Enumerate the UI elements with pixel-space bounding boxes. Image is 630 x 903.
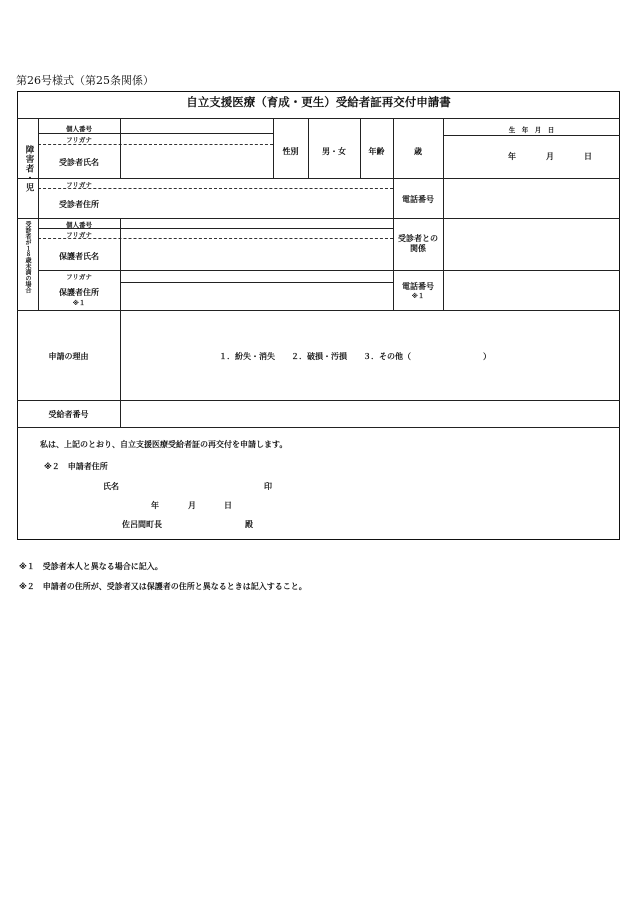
guardian-address-furigana-label: フリガナ	[66, 273, 92, 281]
date-month: 月	[188, 501, 196, 510]
reason-options[interactable]: １．紛失・消失 ２．破損・汚損 ３．その他（ ）	[219, 352, 491, 361]
individual-number-label: 個人番号	[66, 125, 92, 133]
birthdate-month: 月	[546, 152, 554, 161]
patient-address-label: 受診者住所	[59, 200, 99, 209]
note-2: ※２ 申請者の住所が、受診者又は保護者の住所と異なるときは記入すること。	[19, 582, 307, 591]
guardian-name-label: 保護者氏名	[59, 252, 99, 261]
gender-options[interactable]: 男・女	[322, 147, 346, 156]
date-day: 日	[224, 501, 232, 510]
guardian-section-label: 受診者が１８歳未満の場合	[24, 221, 31, 293]
declaration-statement: 私は、上記のとおり、自立支援医療受給者証の再交付を申請します。	[40, 440, 288, 449]
note-1: ※１ 受診者本人と異なる場合に記入。	[19, 562, 163, 571]
form-number: 第26号様式（第25条関係）	[16, 74, 154, 87]
guardian-phone-note: ※１	[411, 292, 425, 300]
honorific: 殿	[245, 520, 253, 529]
reason-label: 申請の理由	[48, 352, 89, 361]
address-furigana-label: フリガナ	[66, 181, 92, 189]
date-year: 年	[151, 501, 159, 510]
age-label: 年齢	[368, 147, 385, 156]
patient-section-label: 障害者・児	[24, 145, 34, 193]
guardian-address-note: ※１	[72, 299, 86, 307]
birthdate-day: 日	[584, 152, 592, 161]
guardian-phone-label: 電話番号	[402, 282, 434, 291]
guardian-furigana-label: フリガナ	[66, 231, 92, 239]
addressee: 佐呂間町長	[122, 520, 162, 529]
recipient-number-label: 受給者番号	[48, 410, 89, 419]
age-unit: 歳	[414, 147, 422, 156]
patient-name-label: 受診者氏名	[59, 158, 99, 167]
relation-label: 受診者との関係	[398, 234, 438, 253]
applicant-name-label: 氏名	[103, 482, 119, 491]
phone-label: 電話番号	[402, 195, 434, 204]
applicant-address-label: ※２ 申請者住所	[44, 462, 108, 471]
birthdate-year: 年	[508, 152, 516, 161]
furigana-label: フリガナ	[66, 136, 92, 144]
birthdate-header: 生 年 月 日	[508, 126, 555, 134]
form-title: 自立支援医療（育成・更生）受給者証再交付申請書	[186, 95, 451, 109]
gender-label: 性別	[282, 147, 299, 156]
seal-mark: 印	[264, 482, 272, 491]
guardian-address-label: 保護者住所	[59, 288, 99, 297]
guardian-individual-number-label: 個人番号	[66, 221, 92, 229]
